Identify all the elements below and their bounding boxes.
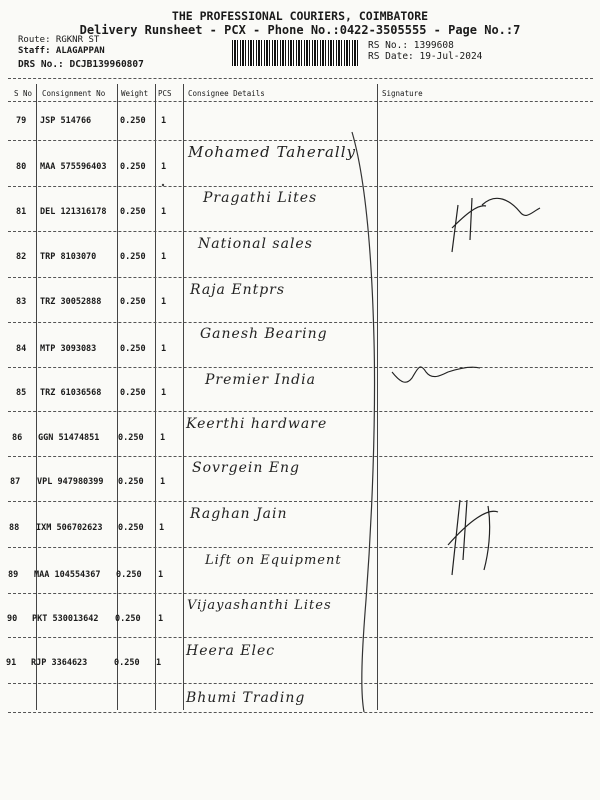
handwritten-consignee: National sales [198, 236, 313, 252]
row-weight: 0.250 [116, 570, 142, 580]
staff-label: Staff: ALAGAPPAN [18, 46, 105, 56]
handwritten-consignee: Vijayashanthi Lites [187, 598, 332, 613]
row-sno: 91 [6, 658, 17, 668]
row-consignment: PKT 530013642 [32, 614, 99, 624]
row-weight: 0.250 [120, 252, 146, 262]
row-pcs: 1 [161, 252, 167, 262]
row-consignment: JSP 514766 [40, 116, 92, 126]
row-weight: 0.250 [120, 388, 146, 398]
row-weight: 0.250 [120, 162, 146, 172]
handwritten-consignee: Premier India [205, 372, 316, 388]
row-sno: 86 [12, 433, 23, 443]
row-weight: 0.250 [114, 658, 140, 668]
drs-number: DRS No.: DCJB139960807 [18, 59, 144, 70]
signature-scribble [448, 500, 498, 575]
runsheet-title: Delivery Runsheet - PCX - Phone No.:0422-3505555 - Page No.:7 [79, 23, 521, 37]
row-weight: 0.250 [120, 297, 146, 307]
row-sno: 84 [16, 344, 27, 354]
row-pcs: 1 [161, 297, 167, 307]
route-label: Route: RGKNR ST [18, 35, 100, 45]
handwritten-consignee: Pragathi Lites [203, 190, 318, 206]
row-sno: 90 [7, 614, 18, 624]
row-sno: 89 [8, 570, 19, 580]
row-consignment: TRP 8103070 [40, 252, 97, 262]
row-consignment: MAA 104554367 [34, 570, 101, 580]
row-pcs: 1 [161, 116, 167, 126]
row-sno: 80 [16, 162, 27, 172]
row-sno: 87 [10, 477, 21, 487]
row-pcs: 1 [161, 344, 167, 354]
row-weight: 0.250 [118, 433, 144, 443]
row-consignment: TRZ 61036568 [40, 388, 102, 398]
rs-number: RS No.: 1399608 [368, 40, 454, 51]
row-pcs: 1 [156, 658, 162, 668]
col-header-consignment: Consignment No [42, 89, 106, 98]
handwritten-consignee: Sovrgein Eng [192, 460, 301, 476]
handwritten-consignee: Bhumi Trading [186, 690, 306, 706]
row-pcs: 1 [158, 570, 164, 580]
row-sno: 81 [16, 207, 27, 217]
handwritten-consignee: Mohamed Taherally [188, 143, 356, 161]
company-name: THE PROFESSIONAL COURIERS, COIMBATORE [171, 9, 429, 23]
row-pcs: 1 [161, 162, 167, 172]
handwritten-consignee: Raja Entprs [190, 282, 286, 298]
row-pcs: 1 [160, 477, 166, 487]
row-weight: 0.250 [120, 344, 146, 354]
col-header-sno: S No [14, 89, 33, 98]
pen-dot [162, 184, 164, 186]
row-pcs: 1 [159, 523, 165, 533]
col-header-pcs: PCS [158, 89, 172, 98]
rs-date: RS Date: 19-Jul-2024 [368, 51, 483, 62]
handwritten-consignee: Ganesh Bearing [200, 326, 328, 342]
pen-stroke-line [352, 132, 375, 712]
row-weight: 0.250 [118, 477, 144, 487]
col-header-consignee: Consignee Details [188, 89, 265, 98]
handwritten-consignee: Raghan Jain [190, 506, 288, 522]
row-consignment: MTP 3093083 [40, 344, 97, 354]
row-sno: 85 [16, 388, 27, 398]
row-consignment: DEL 121316178 [40, 207, 107, 217]
col-header-weight: Weight [121, 89, 149, 98]
row-pcs: 1 [158, 614, 164, 624]
row-weight: 0.250 [118, 523, 144, 533]
row-weight: 0.250 [115, 614, 141, 624]
handwritten-consignee: Heera Elec [186, 643, 276, 659]
row-weight: 0.250 [120, 207, 146, 217]
signature-scribble [452, 198, 540, 252]
row-sno: 82 [16, 252, 27, 262]
signature-scribble [392, 367, 480, 382]
row-sno: 79 [16, 116, 27, 126]
row-weight: 0.250 [120, 116, 146, 126]
row-consignment: RJP 3364623 [31, 658, 88, 668]
col-header-signature: Signature [382, 89, 423, 98]
row-pcs: 1 [160, 433, 166, 443]
row-sno: 83 [16, 297, 27, 307]
row-sno: 88 [9, 523, 20, 533]
row-consignment: GGN 51474851 [38, 433, 100, 443]
row-consignment: IXM 506702623 [36, 523, 103, 533]
row-pcs: 1 [161, 388, 167, 398]
row-consignment: TRZ 30052888 [40, 297, 102, 307]
row-pcs: 1 [161, 207, 167, 217]
handwritten-consignee: Lift on Equipment [205, 553, 342, 568]
row-consignment: MAA 575596403 [40, 162, 107, 172]
handwritten-consignee: Keerthi hardware [186, 416, 328, 432]
row-consignment: VPL 947980399 [37, 477, 104, 487]
